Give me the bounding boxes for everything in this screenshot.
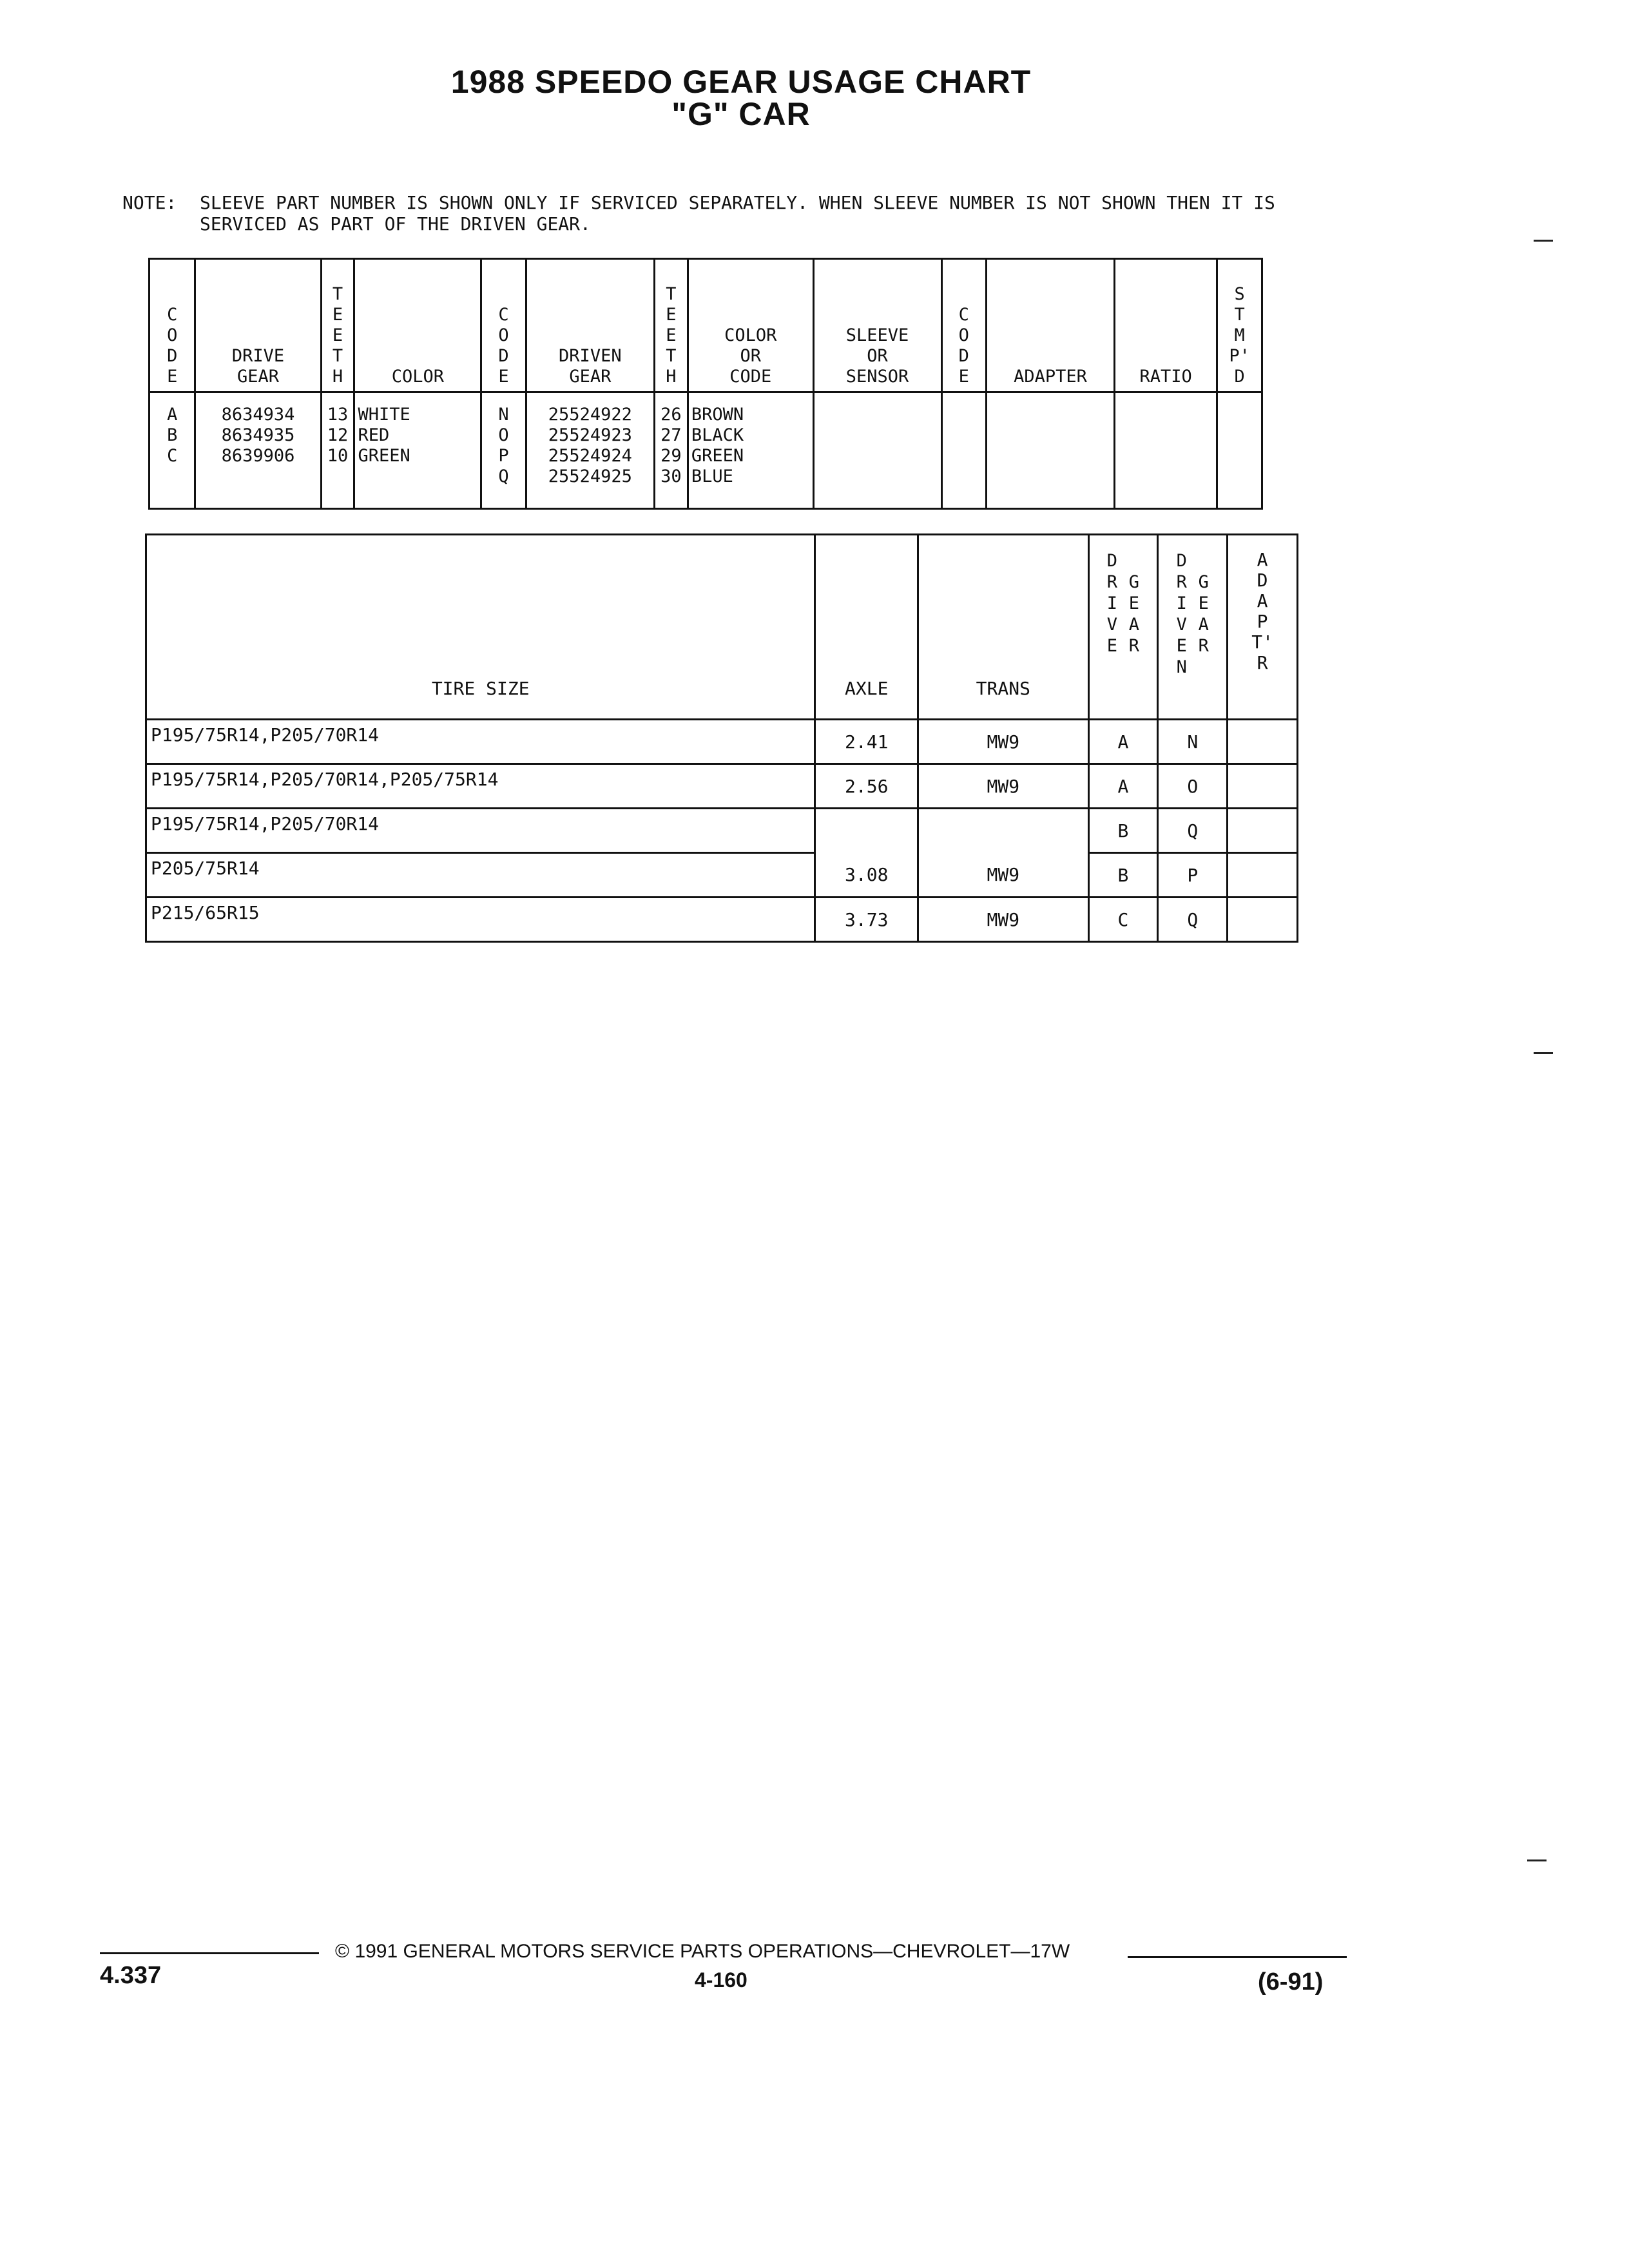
list-item: A	[1257, 549, 1268, 570]
sleeve-cell	[813, 392, 941, 509]
list-item: 8639906	[221, 446, 295, 466]
list-item: N	[498, 405, 509, 425]
list-item: A	[1257, 590, 1268, 611]
header-axle: AXLE	[815, 535, 918, 720]
driver-gear-cell: A	[1088, 720, 1158, 764]
header-letter: A	[1128, 615, 1140, 635]
gear-table-row	[149, 392, 1262, 509]
list-item: E	[958, 367, 969, 387]
header-letter: D	[1176, 551, 1187, 571]
table-row	[146, 720, 1298, 764]
list-item: P'	[1229, 346, 1250, 366]
list-item: C	[498, 305, 509, 325]
list-item: B	[167, 425, 178, 445]
header-letter: E	[1176, 636, 1187, 656]
header-drive-color: COLOR	[354, 259, 481, 392]
list-item: 26	[660, 405, 682, 425]
list-item: 12	[327, 425, 349, 445]
list-item: O	[958, 325, 969, 345]
list-item: D	[1234, 367, 1245, 387]
header-driven-gear	[1158, 535, 1228, 720]
list-item: C	[167, 446, 178, 466]
adapter-cell	[1228, 898, 1298, 942]
header-driven-gear	[526, 259, 654, 392]
list-item: BLUE	[691, 466, 733, 486]
driven-gear-cell: Q	[1158, 898, 1228, 942]
header-driver-gear	[1088, 535, 1158, 720]
list-item: BROWN	[691, 405, 744, 425]
list-item: 30	[660, 466, 682, 486]
list-item: 29	[660, 446, 682, 466]
header-letter	[1197, 551, 1210, 571]
header-letter: V	[1176, 615, 1187, 635]
table-row	[146, 809, 1298, 853]
axle-cell: 3.73	[815, 898, 918, 942]
driver-gear-cell: C	[1088, 898, 1158, 942]
header-letter-row	[1175, 615, 1210, 635]
list-item: E	[167, 367, 178, 387]
list-item: P	[498, 446, 509, 466]
page-title: 1988 SPEEDO GEAR USAGE CHART	[450, 64, 1032, 100]
header-letter-row	[1175, 593, 1210, 613]
list-item: C	[958, 305, 969, 325]
header-letter: R	[1128, 636, 1140, 656]
header-driven-code	[481, 259, 526, 392]
list-item: H	[332, 367, 343, 387]
note-line-1: SLEEVE PART NUMBER IS SHOWN ONLY IF SERVICED SEPARATELY. WHEN SLEEVE NUMBER IS NOT SHOWN THEN IT IS	[200, 192, 1275, 213]
header-letter-row	[1106, 551, 1141, 571]
driven-gear-cell: Q	[1158, 809, 1228, 853]
driver-gear-cell: B	[1088, 853, 1158, 898]
page-subtitle: "G" CAR	[671, 96, 811, 132]
header-letter	[1197, 657, 1210, 677]
header-letter-row	[1175, 657, 1210, 677]
list-item: OR	[867, 346, 888, 366]
adapter-cell	[1228, 853, 1298, 898]
header-letter: E	[1106, 636, 1118, 656]
header-letter-row	[1106, 593, 1141, 613]
header-letter: G	[1128, 572, 1140, 592]
driven-teeth	[654, 392, 688, 509]
footer-rule-left	[100, 1952, 319, 1954]
list-item: 25524923	[548, 425, 632, 445]
trans-cell	[918, 809, 1088, 853]
header-letter-row	[1175, 636, 1210, 656]
note-line-2: SERVICED AS PART OF THE DRIVEN GEAR.	[200, 213, 591, 235]
header-ratio: RATIO	[1115, 259, 1217, 392]
header-letter: R	[1106, 572, 1118, 592]
note-label: NOTE:	[122, 192, 177, 213]
list-item: T	[666, 346, 677, 366]
axle-cell: 3.08	[815, 853, 918, 898]
header-adapter: ADAPTER	[986, 259, 1114, 392]
list-item: D	[958, 346, 969, 366]
driver-gear-cell: B	[1088, 809, 1158, 853]
header-code	[941, 259, 986, 392]
footer-left-number: 4.337	[100, 1962, 162, 1989]
list-item: OR	[740, 346, 761, 366]
list-item: D	[1257, 570, 1268, 591]
tire-size-cell: P195/75R14,P205/70R14	[146, 809, 815, 853]
header-tire-size: TIRE SIZE	[146, 535, 815, 720]
list-item: O	[167, 325, 178, 345]
adapter-cell	[986, 392, 1114, 509]
list-item: H	[666, 367, 677, 387]
list-item: COLOR	[724, 325, 777, 345]
margin-mark	[1534, 240, 1553, 242]
adapter-cell	[1228, 720, 1298, 764]
list-item: DRIVEN	[559, 346, 622, 366]
driven-gear-cell: N	[1158, 720, 1228, 764]
axle-cell	[815, 809, 918, 853]
ratio-cell	[1115, 392, 1217, 509]
note	[122, 192, 1379, 235]
trans-cell: MW9	[918, 898, 1088, 942]
header-letter-row	[1106, 636, 1141, 656]
list-item: GREEN	[691, 446, 744, 466]
list-item: E	[666, 305, 677, 325]
margin-mark	[1534, 1052, 1553, 1054]
list-item: E	[332, 305, 343, 325]
header-letter: I	[1106, 593, 1118, 613]
list-item: 27	[660, 425, 682, 445]
header-drive-code	[149, 259, 195, 392]
tire-size-cell: P195/75R14,P205/70R14	[146, 720, 815, 764]
header-stmpd	[1217, 259, 1262, 392]
drive-gears	[195, 392, 321, 509]
list-item: R	[1257, 652, 1268, 673]
list-item: M	[1234, 325, 1245, 345]
footer-copyright: © 1991 GENERAL MOTORS SERVICE PARTS OPERATIONS—CHEVROLET—17W	[335, 1941, 1070, 1962]
list-item: 25524924	[548, 446, 632, 466]
header-letter: D	[1106, 551, 1118, 571]
header-letter: R	[1176, 572, 1187, 592]
header-sleeve-or-sensor	[813, 259, 941, 392]
list-item: E	[666, 325, 677, 345]
list-item: BLACK	[691, 425, 744, 445]
gear-table	[148, 258, 1263, 510]
header-letter: I	[1176, 593, 1187, 613]
header-letter	[1128, 551, 1141, 571]
list-item: O	[498, 325, 509, 345]
list-item: DRIVE	[231, 346, 285, 366]
table-row	[146, 898, 1298, 942]
header-letter-row	[1106, 615, 1141, 635]
list-item: T	[1234, 305, 1245, 325]
header-letter-row	[1175, 572, 1210, 592]
axle-cell: 2.56	[815, 764, 918, 809]
list-item: CODE	[729, 367, 772, 387]
adapter-cell	[1228, 809, 1298, 853]
list-item: GREEN	[358, 446, 410, 466]
list-item: 8634935	[221, 425, 295, 445]
header-letter: V	[1106, 615, 1118, 635]
list-item: P	[1257, 611, 1268, 632]
drive-teeth	[321, 392, 354, 509]
list-item: SLEEVE	[845, 325, 909, 345]
header-letter: E	[1128, 593, 1140, 613]
tire-size-cell: P215/65R15	[146, 898, 815, 942]
table-row	[146, 853, 1298, 898]
header-color-or-code	[688, 259, 813, 392]
gear-table-header	[149, 259, 1262, 392]
code-cell	[941, 392, 986, 509]
axle-cell: 2.41	[815, 720, 918, 764]
list-item: C	[167, 305, 178, 325]
list-item: T	[666, 284, 677, 304]
header-adaptr	[1228, 535, 1298, 720]
list-item: RED	[358, 425, 390, 445]
driven-gear-cell: P	[1158, 853, 1228, 898]
driven-codes	[481, 392, 526, 509]
header-letter-row	[1175, 551, 1210, 571]
tire-table-header	[146, 535, 1298, 720]
header-driven-teeth	[654, 259, 688, 392]
adapter-cell	[1228, 764, 1298, 809]
header-letter: E	[1198, 593, 1209, 613]
driver-gear-cell: A	[1088, 764, 1158, 809]
margin-mark	[1527, 1860, 1547, 1861]
list-item: T	[332, 284, 343, 304]
header-letter: A	[1198, 615, 1209, 635]
tire-size-cell: P205/75R14	[146, 853, 815, 898]
list-item: SENSOR	[845, 367, 909, 387]
list-item: O	[498, 425, 509, 445]
header-letter-row	[1106, 572, 1141, 592]
list-item: 10	[327, 446, 349, 466]
footer-rule-right	[1128, 1956, 1347, 1958]
list-item: D	[167, 346, 178, 366]
list-item: 25524922	[548, 405, 632, 425]
header-letter: G	[1198, 572, 1209, 592]
list-item: A	[167, 405, 178, 425]
list-item: GEAR	[569, 367, 612, 387]
trans-cell: MW9	[918, 764, 1088, 809]
list-item: S	[1234, 284, 1245, 304]
driven-gear-cell: O	[1158, 764, 1228, 809]
table-row	[146, 764, 1298, 809]
header-drive-teeth	[321, 259, 354, 392]
drive-codes	[149, 392, 195, 509]
list-item: E	[498, 367, 509, 387]
list-item: 8634934	[221, 405, 295, 425]
list-item: Q	[498, 466, 509, 486]
header-letter: R	[1198, 636, 1209, 656]
drive-colors	[354, 392, 481, 509]
tire-table	[145, 533, 1298, 943]
trans-cell: MW9	[918, 853, 1088, 898]
trans-cell: MW9	[918, 720, 1088, 764]
list-item: D	[498, 346, 509, 366]
tire-size-cell: P195/75R14,P205/70R14,P205/75R14	[146, 764, 815, 809]
footer-right-code: (6-91)	[1258, 1968, 1324, 1995]
footer-page-number: 4-160	[695, 1968, 747, 1992]
list-item: GEAR	[237, 367, 280, 387]
stmpd-cell	[1217, 392, 1262, 509]
header-drive-gear	[195, 259, 321, 392]
header-trans: TRANS	[918, 535, 1088, 720]
header-letter: N	[1176, 657, 1187, 677]
driven-gears	[526, 392, 654, 509]
list-item: 25524925	[548, 466, 632, 486]
list-item: T	[332, 346, 343, 366]
list-item: E	[332, 325, 343, 345]
list-item: WHITE	[358, 405, 410, 425]
driven-colors	[688, 392, 813, 509]
list-item: T'	[1251, 631, 1273, 653]
list-item: 13	[327, 405, 349, 425]
